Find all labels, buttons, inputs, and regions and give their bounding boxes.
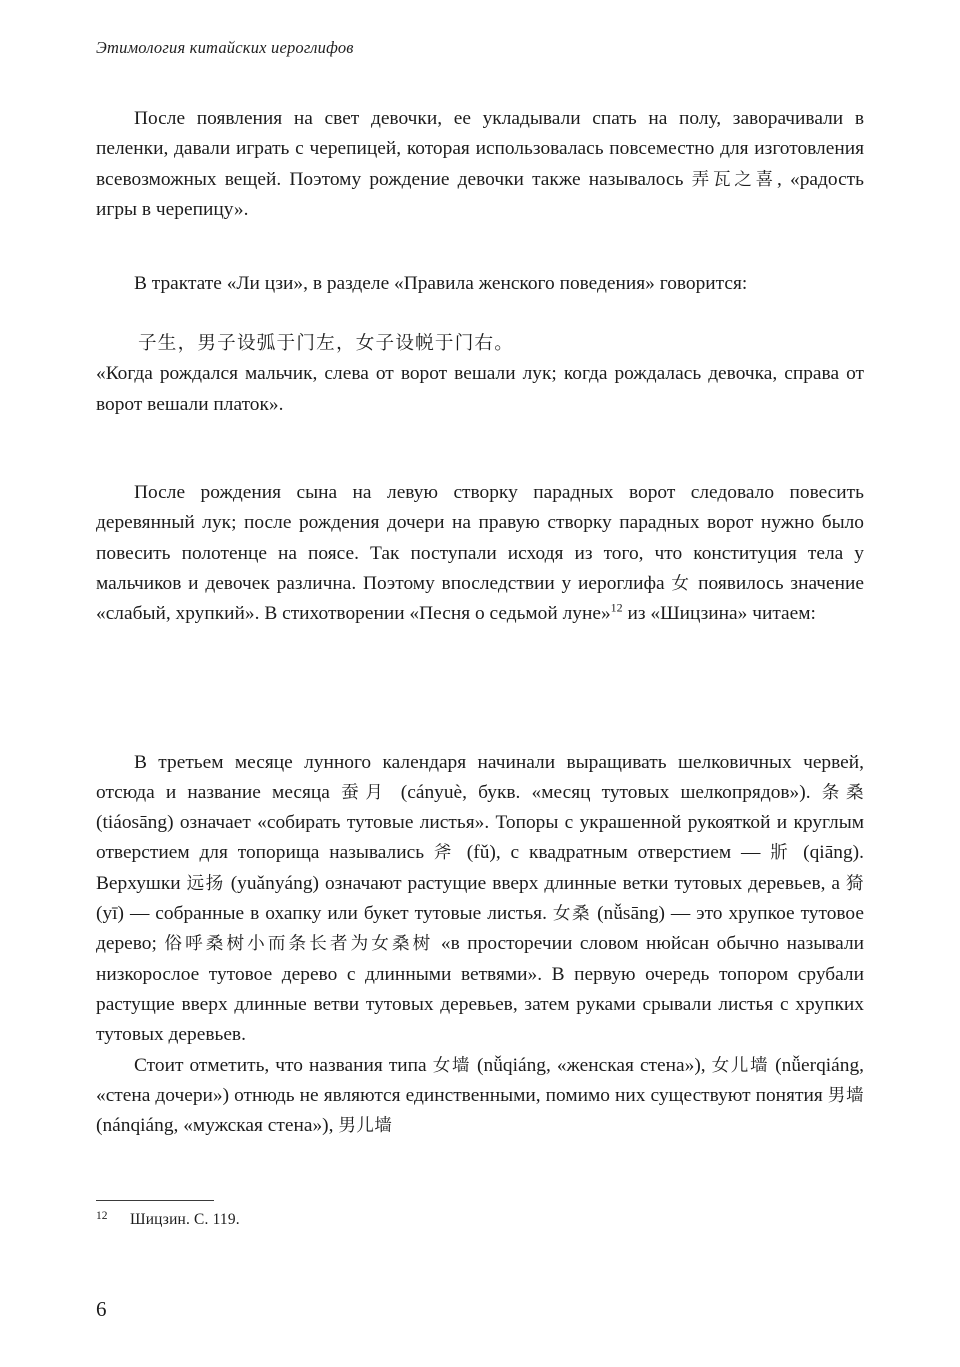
- paragraph-4-s5: (qiāng). Верхушки: [96, 842, 864, 894]
- chinese-term-canyue: 蚕月: [341, 782, 390, 803]
- paragraph-4-s2: (cányuè, букв. «месяц тутовых шелкопрядов»).: [389, 781, 822, 803]
- paragraph-3-part1: После рождения сына на левую створку парадных ворот следовало повесить деревянный лук; после рождения дочери на правую створку парадных ворот нужно было повесить полотенце на поясе. Так поступали исходя из того, что конституция тела у мальчиков и девочек различна. Поэтому впоследствии у иероглифа: [96, 482, 864, 594]
- footnote-item: [96, 1210, 864, 1231]
- page-number: 6: [96, 1297, 107, 1321]
- paragraph-1-tail: , «радость игры в черепицу».: [96, 168, 864, 220]
- chinese-character-qiang: 斨: [770, 843, 794, 864]
- paragraph-4-s8: (nǚsāng) — это хрупкое тутовое дерево;: [96, 903, 864, 955]
- footnote-reference-12[interactable]: 12: [610, 600, 623, 615]
- paragraph-3-part2: появилось значение «слабый, хрупкий». В стихотворении «Песня о седьмой луне»: [96, 572, 864, 625]
- paragraph-5-s2: (nǚqiáng, «женская стена»),: [471, 1054, 712, 1076]
- paragraph-4-s1: В третьем месяце лунного календаря начинали выращивать шелковичных червей, отсюда и название месяца: [96, 751, 864, 803]
- paragraph-1: [96, 104, 864, 225]
- paragraph-5: [96, 1051, 864, 1142]
- paragraph-2-translation: «Когда рождался мальчик, слева от ворот вешали лук; когда рождалась девочка, справа от ворот вешали платок».: [96, 363, 864, 415]
- paragraph-4-s9: «в просторечии словом нюйсан обычно называли низкорослое тутовое дерево с длинными ветвями». В первую очередь топором срубали растущие вверх длинные ветви тутовых деревьев, затем руками срывали листья с хрупких тутовых деревьев.: [96, 933, 865, 1046]
- chinese-term-yuanyang: 远扬: [186, 873, 225, 894]
- text-column: [96, 104, 864, 1141]
- running-head: Этимология китайских иероглифов: [96, 38, 354, 57]
- paragraph-2-intro: В трактате «Ли цзи», в разделе «Правила женского поведения» говорится:: [134, 273, 748, 295]
- footnote-separator-rule: [96, 1200, 214, 1201]
- chinese-term-nongwazhixi: 弄瓦之喜: [691, 169, 777, 190]
- chinese-term-nanqiang: 男墙: [827, 1085, 864, 1106]
- spacer: [96, 690, 864, 748]
- spacer: [96, 420, 864, 478]
- chinese-term-nanerqiang: 男儿墙: [338, 1116, 393, 1137]
- chinese-term-nuerqiang: 女儿墙: [711, 1055, 770, 1076]
- chinese-character-fu: 斧: [433, 843, 457, 864]
- spacer: [264, 674, 864, 690]
- paragraph-3: [96, 478, 864, 629]
- paragraph-1-text: После появления на свет девочки, ее укладывали спать на полу, заворачивали в пеленки, давали играть с черепицей, которая использовалась повсеместно для изготовления всевозможных вещей. Поэтому рождение девочки также называлось: [96, 108, 864, 190]
- chinese-term-nusang: 女桑: [552, 904, 592, 925]
- paragraph-5-s3: (nǚerqiáng, «стена дочери») отнюдь не являются единственными, помимо них существуют понятия: [96, 1054, 865, 1106]
- footnote-area: [96, 1200, 864, 1231]
- paragraph-4-s3: (tiáosāng) означает «собирать тутовые листья». Топоры с украшенной рукояткой и круглым отверстием для топорища назывались: [96, 812, 864, 864]
- chinese-term-nuqiang: 女墙: [432, 1055, 472, 1076]
- paragraph-4-s4: (fǔ), с квадратным отверстием —: [456, 842, 771, 864]
- spacer: [96, 299, 864, 329]
- chinese-quote-nusangshu: 俗呼桑树小而条长者为女桑树: [164, 934, 434, 955]
- footnote-marker-12: 12: [96, 1210, 108, 1222]
- spacer: [96, 225, 864, 269]
- chinese-character-nu: 女: [671, 573, 692, 594]
- paragraph-4: [96, 748, 864, 1051]
- verse-block: [96, 674, 864, 690]
- paragraph-5-s4: (nánqiáng, «мужская стена»),: [96, 1115, 339, 1137]
- paragraph-4-s6: (yuǎnyáng) означают растущие вверх длинные ветки тутовых деревьев, а: [224, 872, 846, 894]
- paragraph-5-s1: Стоит отметить, что названия типа: [134, 1054, 433, 1076]
- footnote-text: Шицзин. С. 119.: [130, 1211, 240, 1228]
- paragraph-3-part3: из «Шицзина» читаем:: [622, 603, 816, 625]
- chinese-term-tiaosang: 条桑: [821, 782, 864, 803]
- chinese-quote-liji: 子生，男子设弧于门左，女子设帨于门右。: [138, 333, 515, 355]
- chinese-character-yi: 猗: [845, 873, 864, 894]
- spacer: [96, 630, 864, 674]
- paragraph-4-s7: (yī) — собранные в охапку или букет тутовые листья.: [96, 903, 553, 925]
